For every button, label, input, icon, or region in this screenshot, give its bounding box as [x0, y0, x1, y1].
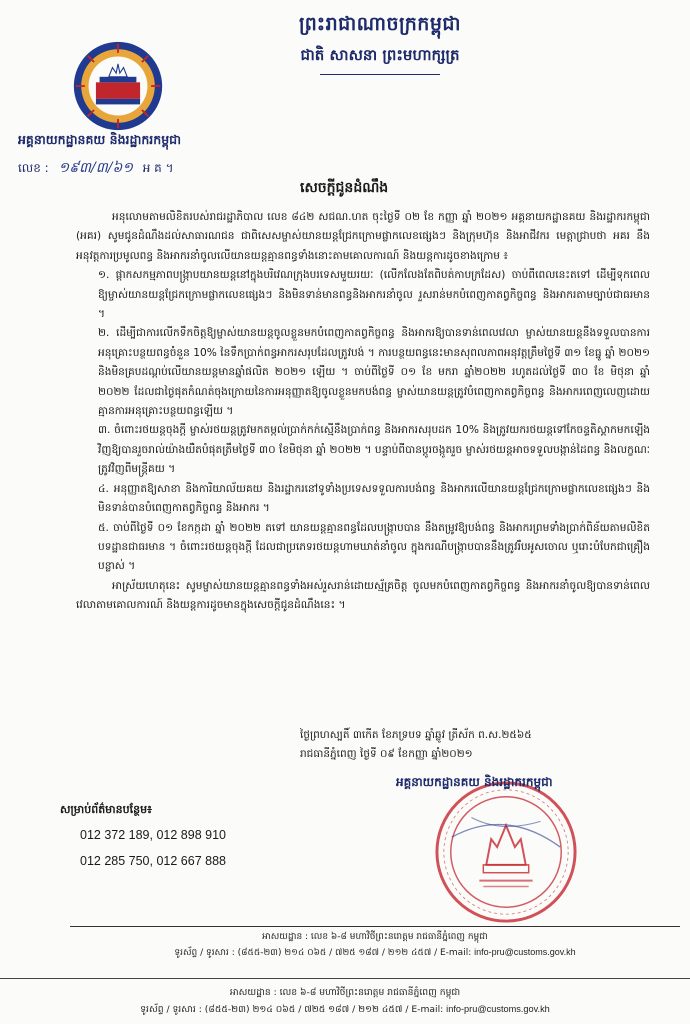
inner-footer	[70, 926, 680, 961]
customs-emblem-icon	[72, 40, 164, 132]
notice-body	[76, 208, 650, 616]
notice-title: សេចក្តីជូនដំណឹង	[300, 180, 389, 196]
motto-divider	[320, 74, 440, 75]
reference-number: ១៩៣/៣/៦១	[58, 160, 133, 176]
letterhead	[230, 12, 530, 75]
inner-footer-phones: ទូរស័ព្ទ / ទូរសារ : (៨៥៥-២៣) ២១៤ ០៦៥ / ៧២៥ ១៨៧ / ២១២ ៤៥៧ / E-mail:	[174, 948, 472, 958]
closing-paragraph: អាស្រ័យហេតុនេះ សូមម្ចាស់យានយន្តគ្មានពន្ធទាំងអស់រួសរាន់ដោយស្ម័គ្រចិត្ត ចូលមកបំពេញកាតព្វកិច្ចពន្ធ និងអាករនាំចូលឱ្យបានទាន់ពេលវេលាតាមគោលការណ៍ និងយន្តការដូចមានក្នុងសេចក្តីជូនដំណឹងនេះ ។	[76, 579, 650, 612]
lunar-date: ថ្ងៃព្រហស្បតិ៍ ៣កើត ខែភទ្របទ ឆ្នាំឆ្លូវ ត្រីស័ក ព.ស.២៥៦៥	[300, 729, 532, 741]
list-item-2: ២. ដើម្បីជាការលើកទឹកចិត្តឱ្យម្ចាស់យានយន្តចូលខ្លួនមកបំពេញកាតព្វកិច្ចពន្ធ និងអាករឱ្យបានទាន់ពេលវេលា ម្ចាស់យានយន្តនឹងទទួលបានការអនុគ្រោះបន្ថយពន្ធចំនួន 10% នៃទឹកប្រាក់ពន្ធអាករសរុបដែលត្រូវបង់ ។ ការបន្ថយពន្ធនេះមានសុពលភាពអនុវត្តត្រឹមថ្ងៃទី ៣១ ខែធ្នូ ឆ្នាំ ២០២១ និងមិនគ្របដណ្ដប់លើយានយន្តមានឆ្នាំផលិត ២០២១ ឡើយ ។ ចាប់ពីថ្ងៃទី ០១ ខែ មករា ឆ្នាំ២០២២ រហូតដល់ថ្ងៃទី ៣០ ខែ មិថុនា ឆ្នាំ ២០២២ ដែលជាថ្ងៃផុតកំណត់ចុងក្រោយនៃការអនុញ្ញាតឱ្យចូលខ្លួនមកបង់ពន្ធ ម្ចាស់យានយន្តត្រូវបំពេញកាតព្វកិច្ចពន្ធ និងអាករពេញលេញដោយគ្មានការអនុគ្រោះបន្ថយពន្ធឡើយ ។	[98, 327, 650, 418]
list-item-1: ១. ផ្ដាកសកម្មភាពបង្ក្រាបយានយន្តនៅក្នុងបរិវេណក្រុងបរទេសមួយរយៈ (លើកលែងតែពិបត់កាបក្រដែស) ចាប់ពីពេលនេះតទៅ ដើម្បីទុកពេលឱ្យម្ចាស់យានយន្តជ្រែកក្រោមផ្លាកលេខផ្សេងៗ និងមិនទាន់មានពន្ធនិងអាករនាំចូល រួសរាន់មកបំពេញកាតព្វកិច្ចពន្ធ និងអាករតាមច្បាប់ជាធរមាន ។	[98, 269, 650, 321]
inner-footer-address: អាសយដ្ឋាន : លេខ ៦-៨ មហាវិថីព្រះនរោត្តម រាជធានីភ្នំពេញ កម្ពុជា	[262, 932, 488, 942]
department-name: អគ្គនាយកដ្ឋានគយ និងរដ្ឋាករកម្ពុជា	[18, 132, 182, 147]
intro-paragraph: អនុលោមតាមលិខិតរបស់រាជរដ្ឋាភិបាល លេខ ៨៤២ សជណ.ហត ចុះថ្ងៃទី ០២ ខែ កញ្ញា ឆ្នាំ ២០២១ អគ្គនាយកដ្ឋានគយ និងរដ្ឋាករកម្ពុជា (អគរ) សូមជូនដំណឹងដល់សាធារណជន ជាពិសេសម្ចាស់យានយន្តជ្រែកក្រោមផ្លាកលេខផ្សេងៗ និងក្រុមហ៊ុន និងអាជីវករ មេត្តាជ្រាបថា អគរ នឹងអនុវត្តការប្រមូលពន្ធ និងអាករនាំចូលលើយានយន្តគ្មានពន្ធទាំងនោះតាមគោលការណ៍ និងយន្តការដូចខាងក្រោម ៖	[76, 211, 650, 262]
kingdom-title: ព្រះរាជាណាចក្រកម្ពុជា	[299, 13, 461, 35]
inner-footer-email: info-pru@customs.gov.kh	[474, 947, 576, 957]
contact-label: សម្រាប់ព័ត៌មានបន្ថែម៖	[60, 803, 152, 816]
signatory-name: អគ្គនាយកដ្ឋានគយ និងរដ្ឋាករកម្ពុជា	[396, 775, 553, 789]
list-item-4: ៤. អនុញ្ញាតឱ្យសាខា និងការិយាល័យគយ និងរដ្ឋាករនៅទូទាំងប្រទេសទទួលការបង់ពន្ធ និងអាករលើយានយន្តជ្រែកក្រោមផ្លាកលេខផ្សេងៗ និងមិនទាន់បានបំពេញកាតព្វកិច្ចពន្ធ និងអាករ ។	[98, 482, 650, 515]
dateline	[300, 726, 680, 764]
outer-footer-contact	[0, 1001, 690, 1018]
national-motto: ជាតិ សាសនា ព្រះមហាក្សត្រ	[300, 46, 460, 64]
outer-footer-address: អាសយដ្ឋាន : លេខ ៦-៨ មហាវិថីព្រះនរោត្តម រាជធានីភ្នំពេញ កម្ពុជា	[229, 987, 461, 998]
contact-phones	[80, 822, 226, 874]
official-seal-icon	[432, 778, 580, 926]
reference-suffix: អ គ ។	[142, 161, 174, 175]
reference-number-line	[18, 158, 174, 179]
outer-footer-phones: ទូរស័ព្ទ / ទូរសារ : (៨៥៥-២៣) ២១៤ ០៦៥ / ៧២៥ ១៨៧ / ២១២ ៤៥៧ / E-mail:	[140, 1004, 444, 1015]
phone-line-2: 012 285 750, 012 667 888	[80, 854, 226, 868]
list-item-5: ៥. ចាប់ពីថ្ងៃទី ០១ ខែកក្កដា ឆ្នាំ ២០២២ តទៅ យានយន្តគ្មានពន្ធដែលបង្ក្រាបបាន នឹងតម្រូវឱ្យបង់ពន្ធ និងអាករព្រមទាំងប្រាក់ពិន័យតាមលិខិតបទដ្ឋានជាធរមាន ។ ចំពោះរថយន្តចុងក្ដី ដែលជាប្រភេទរថយន្តហាមឃាត់នាំចូល ក្នុងករណីបង្ក្រាបបាននឹងត្រូវរឹបអូសចោល ឬរោះបំបែកជាគ្រឿងបន្លាស់ ។	[98, 521, 650, 573]
list-item-3: ៣. ចំពោះរថយន្តចុងក្ដី ម្ចាស់រថយន្តត្រូវមកតម្កល់ប្រាក់កក់ស្មើនឹងប្រាក់ពន្ធ និងអាករសរុបដក 10% និងត្រូវយករថយន្តទៅកែចន្ទតិស្គាកមកឡើងវិញឱ្យបានរួចរាល់យ៉ាងយឺតបំផុតត្រឹមថ្ងៃទី ៣០ ខែមិថុនា ឆ្នាំ ២០២២ ។ បន្ទាប់ពីបានប្តូរចង្កូតរួច ម្ចាស់រថយន្តអាចទទួលបង្កាន់ដៃពន្ធ និងលក្ខណៈត្រូវវិញពីមន្ត្រីគយ ។	[98, 424, 650, 476]
outer-footer-email: info-pru@customs.gov.kh	[446, 1004, 550, 1014]
phone-line-1: 012 372 189, 012 898 910	[80, 828, 226, 842]
reference-label: លេខ :	[18, 161, 49, 175]
outer-footer	[0, 978, 690, 1018]
solar-date: រាជធានីភ្នំពេញ ថ្ងៃទី ០៩ ខែកញ្ញា ឆ្នាំ២០២១	[300, 748, 473, 760]
inner-footer-contact	[70, 945, 680, 961]
